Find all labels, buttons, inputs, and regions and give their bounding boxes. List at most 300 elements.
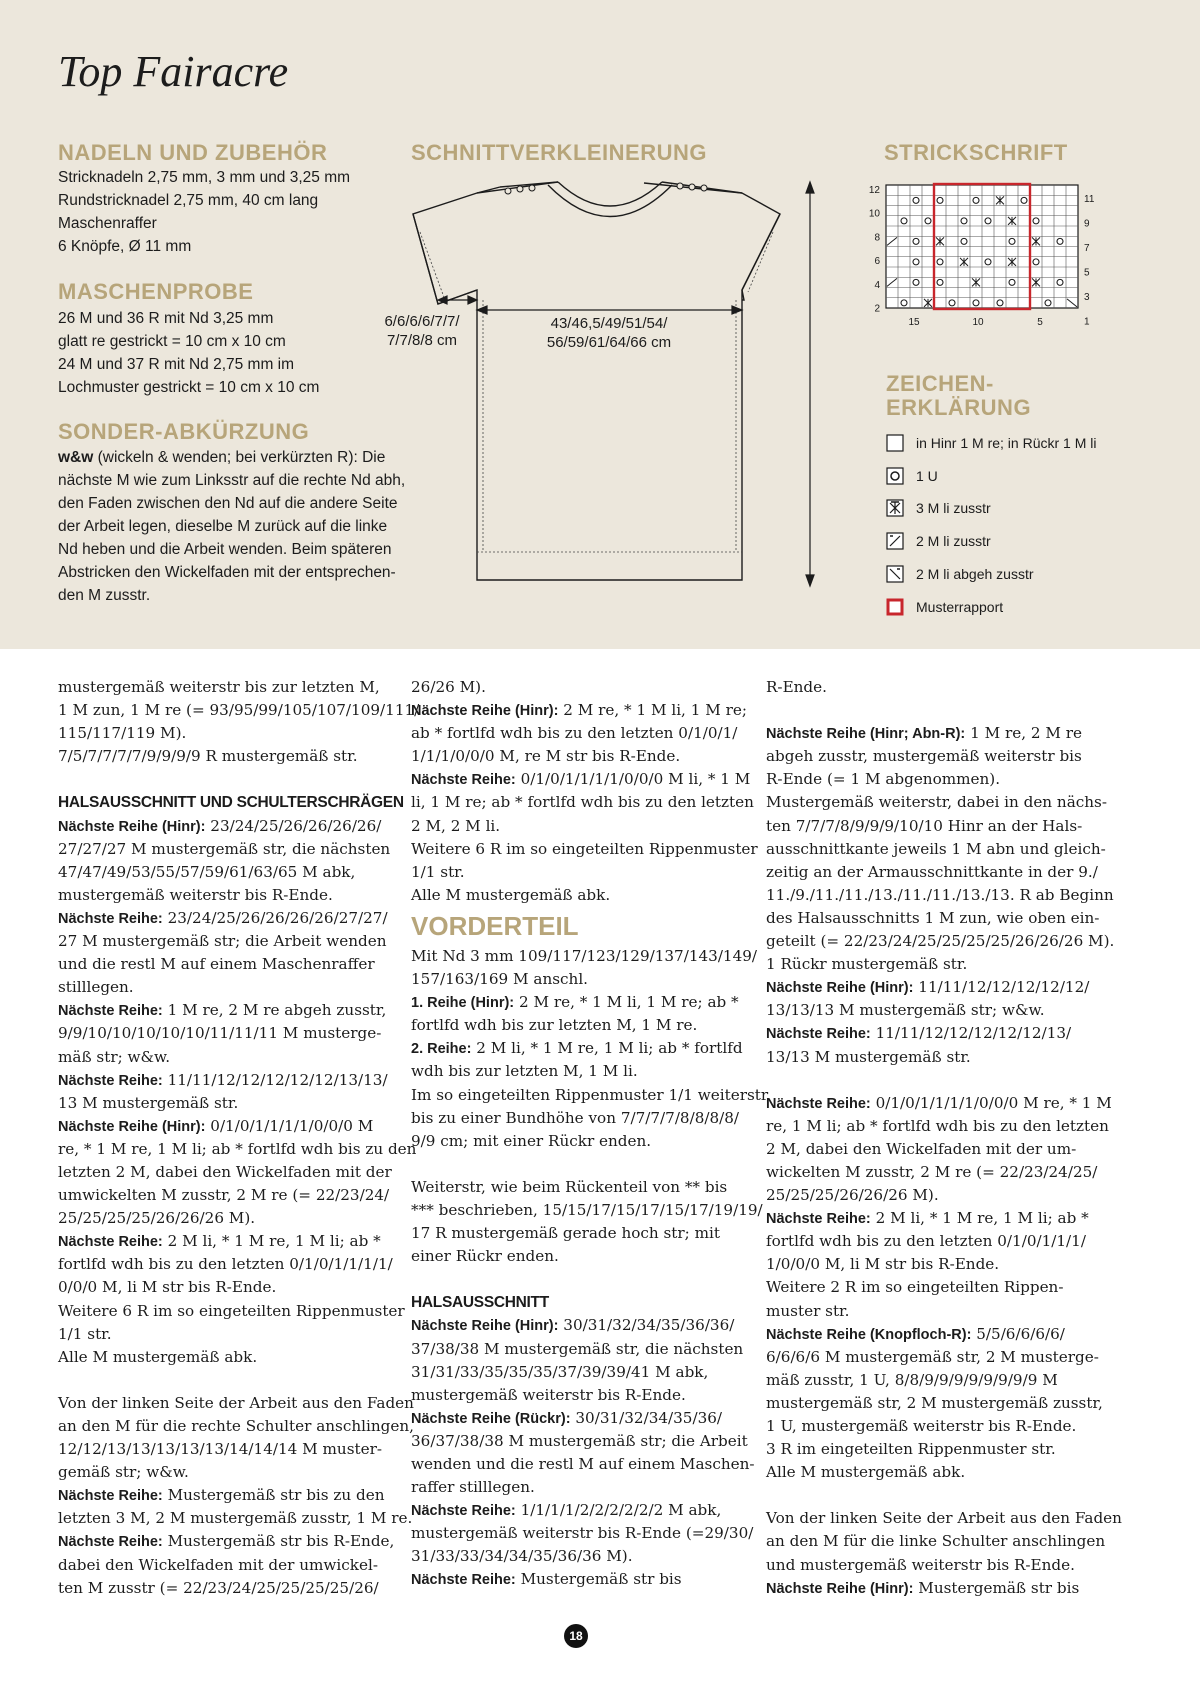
line-text: Mit Nd 3 mm 109/117/123/129/137/143/149/ <box>411 946 758 965</box>
text-line <box>58 1507 413 1530</box>
row-label: Nächste Reihe (Hinr): <box>58 1118 206 1135</box>
text-line <box>766 1184 1106 1207</box>
row-number-right: 5 <box>1084 267 1090 279</box>
line-text: ab * fortlfd wdh bis zu den letzten 0/1/0/1/ <box>411 724 738 743</box>
row-label: Nächste Reihe (Hinr): <box>411 1318 559 1335</box>
row-label: Nächste Reihe: <box>58 1072 163 1089</box>
line-text: 1/1 str. <box>411 862 465 881</box>
row-label: Nächste Reihe (Hinr): <box>766 1580 914 1597</box>
maschenprobe-line: Lochmuster gestrickt = 10 cm x 10 cm <box>58 379 320 396</box>
sonder-heading: SONDER-ABKÜRZUNG <box>58 419 310 444</box>
line-text: stilllegen. <box>58 978 134 997</box>
text-line <box>766 976 1106 999</box>
line-text: 2 M, dabei den Wickelfaden mit der um- <box>766 1139 1077 1158</box>
line-text: und mustergemäß weiterstr bis R-Ende. <box>766 1555 1075 1574</box>
text-line <box>58 1530 395 1553</box>
text-line <box>766 1046 1106 1069</box>
line-text: Mustergemäß weiterstr, dabei in den nächs- <box>766 793 1107 812</box>
text-line <box>411 722 741 745</box>
row-label: 2. Reihe: <box>411 1041 472 1058</box>
stitch-number: 10 <box>972 317 984 328</box>
line-text: Von der linken Seite der Arbeit aus den Faden <box>766 1509 1122 1528</box>
text-line <box>411 838 758 861</box>
line-text: 1/1/1/0/0/0 M, re M str bis R-Ende. <box>411 747 681 766</box>
line-text: 1/0/0/0 M, li M str bis R-Ende. <box>766 1255 1000 1274</box>
line-text: 1 U, mustergemäß weiterstr bis R-Ende. <box>766 1417 1077 1435</box>
text-line <box>58 1276 388 1299</box>
text-line <box>766 1092 1112 1115</box>
row-label: Nächste Reihe (Hinr): <box>411 703 559 720</box>
line-text: 37/38/38 M mustergemäß str, die nächsten <box>411 1339 744 1358</box>
line-text: Weitere 2 R im so eingeteilten Rippen- <box>766 1278 1064 1297</box>
text-line <box>58 1300 405 1323</box>
legend-heading-1: ZEICHEN- <box>886 371 994 396</box>
row-number-right: 1 <box>1084 316 1090 328</box>
text-line <box>58 1346 388 1369</box>
text-line <box>766 1323 1106 1346</box>
line-text: mustergemäß weiterstr bis R-Ende. <box>58 885 333 904</box>
row-label: Nächste Reihe (Hinr; Abn-R): <box>766 726 966 743</box>
text-line <box>411 1453 755 1476</box>
text-line <box>766 1207 1106 1230</box>
text-line <box>58 838 391 861</box>
text-line <box>58 907 388 930</box>
line-text: li, 1 M re; ab * fortlfd wdh bis zu den letzten <box>411 793 754 812</box>
line-text: an den M für die linke Schulter anschlingen <box>766 1532 1106 1551</box>
text-line <box>58 1323 388 1346</box>
line-text: letzten 3 M, 2 M mustergemäß zusstr, 1 M re. <box>58 1509 413 1528</box>
text-line <box>58 815 388 838</box>
schnitt-heading: SCHNITTVERKLEINERUNG <box>411 140 708 165</box>
text-line <box>766 930 1115 953</box>
text-line <box>58 1115 388 1138</box>
sonder-term: w&w <box>58 449 94 466</box>
line-text: fortlfd wdh bis zu den letzten 0/1/0/1/1/1/ <box>766 1232 1086 1251</box>
row-label: Nächste Reihe: <box>58 1534 163 1551</box>
line-text: mustergemäß weiterstr bis zur letzten M, <box>58 678 380 696</box>
text-line <box>766 1369 1106 1392</box>
line-text: Weitere 6 R im so eingeteilten Rippenmuster <box>411 839 758 858</box>
legend-item <box>886 564 1034 584</box>
row-label: Nächste Reihe (Hinr): <box>766 980 914 997</box>
line-text: 1/1 str. <box>58 1324 112 1343</box>
text-line <box>766 1300 1106 1323</box>
line-text: 9/9 cm; mit einer Rückr enden. <box>411 1131 652 1150</box>
text-line <box>411 699 747 722</box>
text-line <box>411 1476 741 1499</box>
text-line <box>766 1507 1122 1530</box>
section-heading: VORDERTEIL <box>411 910 579 941</box>
line-text: raffer stilllegen. <box>411 1478 535 1497</box>
line-text: 30/31/32/34/35/36/36/ <box>558 1316 735 1335</box>
nadeln-line: 6 Knöpfe, Ø 11 mm <box>58 238 192 255</box>
line-text: 30/31/32/34/35/36/ <box>570 1408 723 1427</box>
sonder-line: nächste M wie zum Linksstr auf die rechte Nd abh, <box>58 472 406 489</box>
text-line <box>411 1568 741 1591</box>
nadeln-line: Rundstricknadel 2,75 mm, 40 cm lang <box>58 192 319 209</box>
line-text: fortlfd wdh bis zu den letzten 0/1/0/1/1/1/1/ <box>58 1255 393 1274</box>
row-label: Nächste Reihe: <box>766 1095 871 1112</box>
red-square-icon <box>886 598 904 616</box>
line-text: dabei den Wickelfaden mit der umwickel- <box>58 1555 378 1574</box>
line-text: 13 M mustergemäß str. <box>58 1093 239 1112</box>
text-line <box>58 676 388 699</box>
width-dim-line: 56/59/61/64/66 cm <box>546 334 672 351</box>
text-line <box>58 1184 388 1207</box>
line-text: 0/1/0/1/1/1/1/0/0/0 M li, * 1 M <box>515 770 751 789</box>
text-line <box>58 884 388 907</box>
line-text: mustergemäß weiterstr bis R-Ende (=29/30/ <box>411 1524 754 1543</box>
text-line <box>766 815 1106 838</box>
line-text: 0/1/0/1/1/1/1/0/0/0 M <box>205 1116 374 1135</box>
text-line <box>58 1438 388 1461</box>
legend-label: 3 M li zusstr <box>916 500 991 516</box>
text-line <box>58 1554 388 1577</box>
line-text: 1 M re, 2 M re <box>965 724 1082 743</box>
empty-square-icon <box>886 434 904 452</box>
line-text: zeitig an der Armausschnittkante in der 9./ <box>766 862 1098 881</box>
text-line <box>766 1554 1106 1577</box>
line-text: 11/11/12/12/12/12/12/13/ <box>870 1024 1072 1043</box>
legend-label: 2 M li abgeh zusstr <box>916 566 1034 582</box>
legend-item <box>886 498 991 518</box>
line-text: re, 1 M li; ab * fortlfd wdh bis zu den letzten <box>766 1116 1109 1135</box>
line-text: letzten 2 M, dabei den Wickelfaden mit der <box>58 1162 392 1181</box>
line-text: des Halsausschnitts 1 M zun, wie oben ein- <box>766 908 1100 927</box>
sonder-line: den Faden zwischen den Nd auf die andere Seite <box>58 495 398 512</box>
line-text: Weiterstr, wie beim Rückenteil von ** bis <box>411 1177 728 1196</box>
line-text: bis zu einer Bundhöhe von 7/7/7/7/8/8/8/8/ <box>411 1108 740 1127</box>
line-text: 25/25/25/26/26/26 M). <box>766 1186 939 1205</box>
line-text: 47/47/49/53/55/57/59/61/63/65 M abk, <box>58 862 356 881</box>
text-line <box>411 676 741 699</box>
line-text: 3 R im eingeteilten Rippenmuster str. <box>766 1440 1056 1459</box>
line-text: 11/11/12/12/12/12/12/ <box>913 978 1090 997</box>
knitting-chart <box>0 0 1200 649</box>
left-slant-icon <box>886 565 904 583</box>
line-text: 11/11/12/12/12/12/12/13/13/ <box>162 1070 388 1089</box>
text-column-2 <box>411 676 769 1592</box>
line-text: 7/5/7/7/7/7/9/9/9/9 R mustergemäß str. <box>58 747 358 766</box>
sonder-line: den M zusstr. <box>58 587 151 604</box>
legend-item <box>886 531 991 551</box>
line-text: einer Rückr enden. <box>411 1247 559 1266</box>
text-line <box>766 1392 1106 1415</box>
line-text: Mustergemäß str bis <box>913 1578 1080 1597</box>
text-line <box>58 699 420 722</box>
text-line <box>411 1107 741 1130</box>
line-text: R-Ende (= 1 M abgenommen). <box>766 770 1001 789</box>
line-text: Im so eingeteilten Rippenmuster 1/1 weiterstr <box>411 1085 769 1104</box>
row-label: Nächste Reihe: <box>411 1572 516 1589</box>
text-line <box>411 861 741 884</box>
text-line <box>766 1276 1106 1299</box>
line-text: 1/1/1/1/2/2/2/2/2/2 M abk, <box>515 1501 722 1520</box>
width-dim-line: 43/46,5/49/51/54/ <box>550 315 668 332</box>
text-line <box>58 1069 388 1092</box>
line-text: 11./9./11./11./13./11./11./13./13. R ab Beginn <box>766 885 1114 904</box>
text-line <box>411 1199 763 1222</box>
text-line <box>411 1384 741 1407</box>
row-number-right: 3 <box>1084 292 1090 303</box>
text-line <box>58 722 388 745</box>
sonder-line: Nd heben und die Arbeit wenden. Beim späteren <box>58 541 392 558</box>
line-text: 5/5/6/6/6/6/ <box>971 1324 1065 1343</box>
line-text: gemäß str; w&w. <box>58 1463 189 1482</box>
text-line <box>58 1022 388 1045</box>
paragraph-gap <box>411 1268 741 1291</box>
line-text: R-Ende. <box>766 678 827 696</box>
text-line <box>411 945 758 968</box>
text-line <box>766 1415 1106 1438</box>
line-text: 25/25/25/25/26/26/26 M). <box>58 1209 256 1228</box>
legend-item <box>886 466 938 486</box>
line-text: fortlfd wdh bis zur letzten M, 1 M re. <box>411 1016 698 1035</box>
text-line <box>766 861 1106 884</box>
row-label: Nächste Reihe: <box>58 1234 163 1251</box>
text-line <box>411 1222 741 1245</box>
text-line <box>411 1014 741 1037</box>
line-text: ten 7/7/7/8/9/9/9/10/10 Hinr an der Hals- <box>766 816 1083 835</box>
row-label: Nächste Reihe: <box>766 1211 871 1228</box>
text-line <box>766 1577 1106 1600</box>
line-text: 36/37/38/38 M mustergemäß str; die Arbeit <box>411 1431 748 1450</box>
text-line <box>411 1176 741 1199</box>
line-text: 2 M re, * 1 M li, 1 M re; ab * <box>514 993 739 1012</box>
line-text: Von der linken Seite der Arbeit aus den Faden <box>58 1393 414 1412</box>
line-text: mäß str; w&w. <box>58 1047 171 1066</box>
text-line <box>58 1138 417 1161</box>
line-text: Mustergemäß str bis zu den <box>162 1486 385 1505</box>
sonder-line: Abstricken den Wickelfaden mit der entsprechen- <box>58 564 396 581</box>
line-text: 12/12/13/13/13/13/13/14/14/14 M muster- <box>58 1440 382 1459</box>
text-line <box>766 1230 1106 1253</box>
line-text: 1 Rückr mustergemäß str. <box>766 955 968 974</box>
line-text: 23/24/25/26/26/26/26/27/27/ <box>162 908 388 927</box>
text-line <box>766 907 1106 930</box>
text-line <box>766 745 1106 768</box>
text-line <box>58 1577 388 1600</box>
line-text: muster str. <box>766 1301 850 1320</box>
text-line <box>58 999 388 1022</box>
text-line <box>766 1161 1106 1184</box>
text-line <box>766 999 1106 1022</box>
text-line <box>58 1092 388 1115</box>
line-text: Mustergemäß str bis R-Ende, <box>162 1532 395 1551</box>
line-text: wenden und die restl M auf einem Maschen- <box>411 1455 755 1473</box>
row-number-right: 9 <box>1084 218 1090 230</box>
legend-label: in Hinr 1 M re; in Rückr 1 M li <box>916 435 1097 451</box>
row-label: Nächste Reihe: <box>411 1503 516 1520</box>
paragraph-gap <box>766 1484 1106 1507</box>
line-text: an den M für die rechte Schulter anschlingen, <box>58 1417 414 1435</box>
line-text: 26/26 M). <box>411 678 486 696</box>
row-number-right: 11 <box>1084 194 1095 205</box>
text-line <box>411 745 741 768</box>
text-line <box>411 768 751 791</box>
row-label: Nächste Reihe: <box>58 1003 163 1020</box>
text-line <box>58 1461 388 1484</box>
line-text: 13/13/13 M mustergemäß str; w&w. <box>766 1001 1045 1020</box>
row-label: Nächste Reihe: <box>766 1026 871 1043</box>
line-text: 9/9/10/10/10/10/10/11/11/11 M musterge- <box>58 1024 382 1043</box>
text-line <box>766 1138 1106 1161</box>
text-line <box>411 1430 748 1453</box>
text-line <box>411 1545 741 1568</box>
legend-label: 1 U <box>916 468 938 484</box>
row-label: Nächste Reihe: <box>58 910 163 927</box>
row-label: Nächste Reihe: <box>58 1488 163 1505</box>
line-text: 31/31/33/35/35/35/37/39/39/41 M abk, <box>411 1362 709 1381</box>
line-text: mustergemäß weiterstr bis R-Ende. <box>411 1385 686 1404</box>
maschenprobe-heading: MASCHENPROBE <box>58 279 254 304</box>
row-label: Nächste Reihe (Rückr): <box>411 1410 571 1427</box>
text-line <box>766 838 1106 861</box>
text-line <box>766 1253 1106 1276</box>
legend-item <box>886 597 1003 617</box>
text-line <box>766 722 1106 745</box>
line-text: 6/6/6/6 M mustergemäß str, 2 M musterge- <box>766 1347 1099 1366</box>
paragraph-gap <box>411 1153 741 1176</box>
line-text: wdh bis zur letzten M, 1 M li. <box>411 1062 638 1081</box>
line-text: 27/27/27 M mustergemäß str, die nächsten <box>58 839 391 858</box>
text-line <box>411 1338 744 1361</box>
text-line <box>766 1530 1106 1553</box>
right-slant-icon <box>886 532 904 550</box>
row-number-left: 6 <box>874 256 880 268</box>
line-text: ten M zusstr (= 22/23/24/25/25/25/25/26/ <box>58 1578 379 1597</box>
three-together-icon <box>886 499 904 517</box>
text-line <box>58 1484 388 1507</box>
text-line <box>58 953 388 976</box>
line-text: *** beschrieben, 15/15/17/15/17/15/17/19/19/ <box>411 1200 763 1219</box>
text-line <box>411 1245 741 1268</box>
text-line <box>766 1438 1106 1461</box>
text-line <box>411 791 754 814</box>
row-label: Nächste Reihe (Knopfloch-R): <box>766 1326 972 1343</box>
text-line <box>766 791 1106 814</box>
row-label: Nächste Reihe (Hinr): <box>58 818 206 835</box>
text-line <box>58 1415 414 1438</box>
text-line <box>766 1461 1106 1484</box>
subsection-heading-text: HALSAUSSCHNITT UND SCHULTERSCHRÄGEN <box>58 794 404 812</box>
text-line <box>58 1207 388 1230</box>
line-text: 1 M zun, 1 M re (= 93/95/99/105/107/109/111/ <box>58 701 420 720</box>
text-line <box>58 1230 388 1253</box>
paragraph-gap <box>58 1369 388 1392</box>
text-line <box>411 968 741 991</box>
line-text: ausschnittkante jeweils 1 M abn und gleich- <box>766 839 1106 858</box>
legend-label: 2 M li zusstr <box>916 533 991 549</box>
text-column-1 <box>58 676 420 1600</box>
subsection-heading <box>58 791 404 814</box>
nadeln-line: Maschenraffer <box>58 215 157 232</box>
text-line <box>58 861 388 884</box>
line-text: 2 M li, * 1 M re, 1 M li; ab * <box>870 1209 1089 1228</box>
page-number: 18 <box>564 1624 588 1648</box>
row-label: Nächste Reihe: <box>411 772 516 789</box>
text-line <box>58 930 388 953</box>
line-text: 23/24/25/26/26/26/26/ <box>205 816 382 835</box>
paragraph-gap <box>766 1069 1106 1092</box>
subsection-heading-text: HALSAUSSCHNITT <box>411 1294 549 1312</box>
text-line <box>766 768 1106 791</box>
nadeln-line: Stricknadeln 2,75 mm, 3 mm und 3,25 mm <box>58 169 351 186</box>
line-text: 17 R mustergemäß gerade hoch str; mit <box>411 1224 720 1243</box>
stitch-number: 15 <box>908 317 920 328</box>
sleeve-dim-line: 7/7/8/8 cm <box>386 332 458 349</box>
line-text: Alle M mustergemäß abk. <box>411 885 611 904</box>
paragraph-gap <box>766 699 1106 722</box>
line-text: Mustergemäß str bis <box>515 1570 682 1589</box>
maschenprobe-line: glatt re gestrickt = 10 cm x 10 cm <box>58 333 286 350</box>
text-line <box>58 976 388 999</box>
text-column-3 <box>766 676 1122 1600</box>
stitch-number: 5 <box>1037 317 1043 328</box>
line-text: umwickelten M zusstr, 2 M re (= 22/23/24/ <box>58 1186 390 1205</box>
text-line <box>411 1407 741 1430</box>
text-line <box>58 1392 414 1415</box>
line-text: Weitere 6 R im so eingeteilten Rippenmuster <box>58 1301 405 1320</box>
line-text: und die restl M auf einem Maschenraffer <box>58 955 375 974</box>
sonder-line: der Arbeit legen, dieselbe M zurück auf die linke <box>58 518 388 535</box>
paragraph-gap <box>58 768 388 791</box>
text-line <box>411 1361 741 1384</box>
text-line <box>411 1314 741 1337</box>
legend-label: Musterrapport <box>916 599 1004 615</box>
maschenprobe-line: 26 M und 36 R mit Nd 3,25 mm <box>58 310 274 327</box>
sonder-first-rest: (wickeln & wenden; bei verkürzten R): Die <box>93 449 386 466</box>
line-text: 2 M, 2 M li. <box>411 816 501 835</box>
text-line <box>411 884 741 907</box>
line-text: 0/1/0/1/1/1/1/0/0/0 M re, * 1 M <box>870 1093 1112 1112</box>
row-number-left: 10 <box>868 208 880 220</box>
text-line <box>411 1037 741 1060</box>
sleeve-dim-line: 6/6/6/6/7/7/ <box>384 313 460 330</box>
legend-heading-2: ERKLÄRUNG <box>886 395 1032 420</box>
text-line <box>411 1499 741 1522</box>
row-number-left: 12 <box>868 185 880 196</box>
line-text: 2 M re, * 1 M li, 1 M re; <box>558 701 747 720</box>
line-text: 13/13 M mustergemäß str. <box>766 1047 971 1066</box>
text-line <box>766 1115 1109 1138</box>
text-line <box>766 1022 1106 1045</box>
nadeln-heading: NADELN UND ZUBEHÖR <box>58 140 328 165</box>
text-line <box>766 1346 1106 1369</box>
line-text: 115/117/119 M). <box>58 724 187 743</box>
line-text: Alle M mustergemäß abk. <box>766 1463 966 1482</box>
line-text: 1 M re, 2 M re abgeh zusstr, <box>162 1001 387 1020</box>
line-text: re, * 1 M re, 1 M li; ab * fortlfd wdh bis zu den <box>58 1139 417 1158</box>
text-line <box>411 815 741 838</box>
line-text: Alle M mustergemäß abk. <box>58 1347 258 1366</box>
line-text: 31/33/33/34/34/35/36/36 M). <box>411 1547 633 1566</box>
row-number-left: 8 <box>874 232 880 244</box>
text-line <box>411 1522 754 1545</box>
line-text: 2 M li, * 1 M re, 1 M li; ab * <box>162 1232 381 1251</box>
maschenprobe-line: 24 M und 37 R mit Nd 2,75 mm im <box>58 356 295 373</box>
header-panel <box>0 0 1200 649</box>
text-line <box>58 745 388 768</box>
line-text: 27 M mustergemäß str; die Arbeit wenden <box>58 932 387 951</box>
text-line <box>411 1060 741 1083</box>
row-number-left: 2 <box>874 303 880 315</box>
line-text: 0/0/0 M, li M str bis R-Ende. <box>58 1278 277 1297</box>
text-line <box>411 991 741 1014</box>
text-line <box>766 676 1106 699</box>
subsection-heading <box>411 1291 741 1314</box>
legend-item <box>886 433 1096 453</box>
